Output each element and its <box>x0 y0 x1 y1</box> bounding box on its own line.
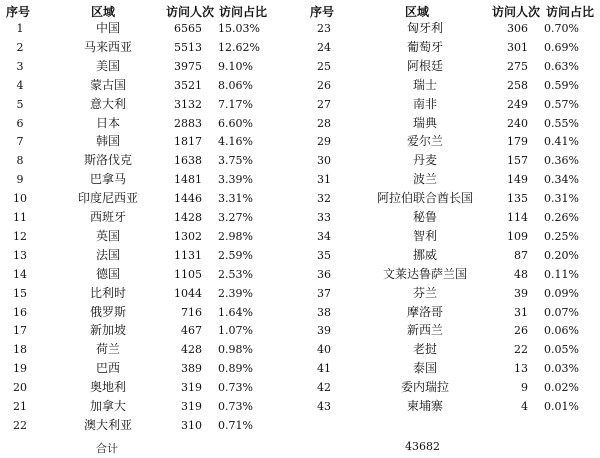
table-row <box>0 397 600 417</box>
table-row <box>0 57 600 77</box>
row-region: 瑞典 <box>412 115 437 130</box>
table-row <box>0 95 600 115</box>
row-visits: 319 <box>181 381 202 395</box>
row-visits: 48 <box>514 267 528 281</box>
row-share: 2.59% <box>218 248 253 262</box>
row-share: 0.07% <box>544 305 579 319</box>
row-region: 加拿大 <box>89 399 126 413</box>
row-share: 0.11% <box>544 267 579 281</box>
header-visits-right: 访问人次 <box>492 5 541 19</box>
table-row <box>0 189 600 209</box>
header-region-right: 区域 <box>405 5 430 19</box>
row-visits: 240 <box>507 116 528 130</box>
row-region: 巴西 <box>95 361 120 376</box>
row-region: 柬埔寨 <box>406 399 443 413</box>
row-visits: 258 <box>507 78 528 92</box>
row-region: 德国 <box>95 266 120 281</box>
row-region: 斯洛伐克 <box>83 153 132 168</box>
row-index: 5 <box>16 97 24 111</box>
row-share: 0.59% <box>544 78 579 92</box>
row-region: 澳大利亚 <box>83 417 132 432</box>
row-region: 摩洛哥 <box>406 304 443 319</box>
row-visits: 428 <box>181 343 202 357</box>
row-visits: 3132 <box>174 97 202 111</box>
header-visits-left: 访问人次 <box>166 5 215 19</box>
row-region: 南非 <box>412 96 437 111</box>
row-region: 俄罗斯 <box>89 304 126 319</box>
row-visits: 2883 <box>174 116 202 130</box>
row-share: 0.31% <box>544 192 579 206</box>
row-share: 0.73% <box>218 381 253 395</box>
row-visits: 301 <box>507 40 528 54</box>
row-index: 41 <box>317 362 331 376</box>
table-row <box>0 208 600 228</box>
row-share: 3.75% <box>218 154 253 168</box>
row-index: 40 <box>317 343 331 357</box>
row-region: 挪威 <box>412 247 437 262</box>
table-row <box>0 114 600 134</box>
row-share: 0.57% <box>544 97 579 111</box>
row-region: 秘鲁 <box>412 210 437 224</box>
row-share: 0.02% <box>544 381 579 395</box>
row-visits: 6565 <box>174 22 202 35</box>
row-share: 15.03% <box>218 22 260 35</box>
row-index: 6 <box>16 116 24 130</box>
row-index: 22 <box>13 418 27 432</box>
row-region: 波兰 <box>412 172 437 187</box>
header-share-right: 访问占比 <box>546 5 595 19</box>
table-row <box>0 359 600 379</box>
row-index: 23 <box>317 22 331 35</box>
table-row <box>0 170 600 190</box>
row-visits: 149 <box>507 173 528 187</box>
row-region: 智利 <box>412 228 437 243</box>
row-region: 比利时 <box>89 285 126 300</box>
table-row <box>0 321 600 341</box>
row-region: 新西兰 <box>406 323 443 338</box>
row-visits: 1428 <box>174 211 202 224</box>
header-index-right: 序号 <box>310 5 335 19</box>
row-visits: 1302 <box>174 229 202 243</box>
row-visits: 716 <box>181 305 202 319</box>
row-visits: 275 <box>507 59 528 73</box>
table-row <box>0 76 600 96</box>
row-index: 13 <box>13 248 27 262</box>
row-share: 0.70% <box>544 22 579 35</box>
row-share: 1.64% <box>218 305 253 319</box>
row-region: 阿根廷 <box>406 58 443 73</box>
table-row <box>0 378 600 398</box>
row-share: 2.53% <box>218 267 253 281</box>
row-visits: 135 <box>507 192 528 206</box>
row-visits: 157 <box>507 154 528 168</box>
row-region: 芬兰 <box>412 285 437 300</box>
row-share: 0.73% <box>218 400 253 413</box>
row-index: 37 <box>317 286 331 300</box>
row-visits: 26 <box>514 324 528 338</box>
table-row <box>0 416 600 436</box>
row-visits: 4 <box>521 400 528 413</box>
row-index: 14 <box>13 267 27 281</box>
table-row <box>0 340 600 360</box>
row-region: 委内瑞拉 <box>400 380 449 395</box>
row-share: 0.69% <box>544 40 579 54</box>
row-index: 16 <box>13 305 27 319</box>
row-visits: 39 <box>514 286 528 300</box>
row-index: 28 <box>317 116 331 130</box>
row-region: 马来西亚 <box>83 39 132 54</box>
row-region: 泰国 <box>412 361 437 376</box>
row-region: 印度尼西亚 <box>77 191 138 206</box>
row-region: 葡萄牙 <box>406 39 443 54</box>
row-visits: 179 <box>507 135 528 149</box>
row-region: 蒙古国 <box>89 77 126 92</box>
row-visits: 249 <box>507 97 528 111</box>
row-share: 0.25% <box>544 229 579 243</box>
row-index: 36 <box>317 267 331 281</box>
row-share: 3.31% <box>218 192 253 206</box>
row-region: 巴拿马 <box>89 172 126 187</box>
table-row <box>0 38 600 58</box>
row-region: 新加坡 <box>89 323 126 338</box>
table-row <box>0 284 600 304</box>
row-index: 30 <box>317 154 331 168</box>
row-visits: 1131 <box>174 248 202 262</box>
row-share: 2.98% <box>218 229 253 243</box>
row-share: 0.89% <box>218 362 253 376</box>
total-value: 43682 <box>405 440 440 453</box>
row-visits: 3521 <box>174 78 202 92</box>
row-share: 0.03% <box>544 362 579 376</box>
row-index: 42 <box>317 381 331 395</box>
row-share: 0.01% <box>544 400 579 413</box>
row-share: 0.36% <box>544 154 579 168</box>
row-visits: 3975 <box>174 59 202 73</box>
table-row <box>0 132 600 152</box>
row-index: 2 <box>16 40 24 54</box>
row-region: 中国 <box>95 21 120 35</box>
row-visits: 87 <box>514 248 528 262</box>
row-share: 3.39% <box>218 173 253 187</box>
row-share: 0.05% <box>544 343 579 357</box>
row-share: 0.26% <box>544 211 579 224</box>
row-region: 英国 <box>95 228 120 243</box>
row-region: 美国 <box>95 58 120 73</box>
row-share: 6.60% <box>218 116 253 130</box>
row-visits: 109 <box>507 229 528 243</box>
row-visits: 1481 <box>174 173 202 187</box>
row-index: 11 <box>13 211 27 224</box>
row-region: 荷兰 <box>95 342 120 357</box>
row-share: 8.06% <box>218 78 253 92</box>
row-share: 0.98% <box>218 343 253 357</box>
row-index: 19 <box>13 362 27 376</box>
table-row <box>0 19 600 39</box>
row-share: 3.27% <box>218 211 253 224</box>
row-index: 43 <box>317 400 331 413</box>
row-index: 8 <box>16 154 24 168</box>
row-region: 阿拉伯联合酋长国 <box>376 191 473 206</box>
row-visits: 114 <box>507 211 528 224</box>
row-region: 文莱达鲁萨兰国 <box>382 266 467 281</box>
row-index: 39 <box>317 324 331 338</box>
row-share: 4.16% <box>218 135 253 149</box>
row-index: 26 <box>317 78 331 92</box>
row-region: 韩国 <box>95 134 120 149</box>
row-share: 0.09% <box>544 286 579 300</box>
row-index: 20 <box>13 381 27 395</box>
header-share-left: 访问占比 <box>219 5 268 19</box>
row-region: 老挝 <box>412 342 437 357</box>
row-region: 西班牙 <box>89 210 126 224</box>
row-index: 32 <box>317 192 331 206</box>
row-visits: 1638 <box>174 154 202 168</box>
row-index: 10 <box>13 192 27 206</box>
row-visits: 310 <box>181 418 202 432</box>
row-visits: 13 <box>514 362 528 376</box>
row-index: 1 <box>16 22 24 35</box>
header-region-left: 区域 <box>91 5 116 19</box>
row-region: 奥地利 <box>89 380 126 395</box>
row-visits: 1044 <box>174 286 202 300</box>
row-visits: 467 <box>181 324 202 338</box>
row-share: 0.71% <box>218 418 253 432</box>
header-index-left: 序号 <box>6 5 31 19</box>
table-row <box>0 265 600 285</box>
row-index: 27 <box>317 97 331 111</box>
row-index: 21 <box>13 400 27 413</box>
row-share: 0.34% <box>544 173 579 187</box>
row-index: 4 <box>16 78 24 92</box>
row-share: 0.20% <box>544 248 579 262</box>
row-index: 38 <box>317 305 331 319</box>
row-share: 7.17% <box>218 97 253 111</box>
row-share: 0.55% <box>544 116 579 130</box>
row-index: 29 <box>317 135 331 149</box>
row-region: 瑞士 <box>412 77 437 92</box>
row-share: 9.10% <box>218 59 253 73</box>
row-index: 33 <box>317 211 331 224</box>
row-index: 15 <box>13 286 27 300</box>
row-index: 7 <box>16 135 24 149</box>
row-index: 12 <box>13 229 27 243</box>
row-index: 34 <box>317 229 331 243</box>
row-share: 2.39% <box>218 286 253 300</box>
row-visits: 1817 <box>174 135 202 149</box>
row-index: 31 <box>317 173 331 187</box>
row-region: 爱尔兰 <box>406 134 443 149</box>
row-index: 18 <box>13 343 27 357</box>
row-region: 法国 <box>95 247 120 262</box>
row-visits: 389 <box>181 362 202 376</box>
row-share: 0.06% <box>544 324 579 338</box>
row-visits: 1446 <box>174 192 202 206</box>
row-region: 日本 <box>95 115 120 130</box>
table-row <box>0 303 600 323</box>
row-index: 24 <box>317 40 331 54</box>
row-index: 9 <box>16 173 24 187</box>
row-visits: 22 <box>514 343 528 357</box>
row-share: 12.62% <box>218 40 260 54</box>
row-visits: 31 <box>514 305 528 319</box>
row-index: 17 <box>13 324 27 338</box>
row-share: 0.41% <box>544 135 579 149</box>
row-visits: 319 <box>181 400 202 413</box>
row-visits: 5513 <box>174 40 202 54</box>
row-visits: 1105 <box>174 267 202 281</box>
table-row <box>0 227 600 247</box>
row-region: 意大利 <box>89 96 126 111</box>
row-index: 35 <box>317 248 331 262</box>
row-visits: 306 <box>507 22 528 35</box>
row-share: 1.07% <box>218 324 253 338</box>
row-region: 丹麦 <box>412 153 437 168</box>
table-row <box>0 151 600 171</box>
total-label: 合计 <box>96 442 118 455</box>
row-region: 匈牙利 <box>406 21 443 35</box>
row-index: 3 <box>16 59 24 73</box>
row-share: 0.63% <box>544 59 579 73</box>
row-index: 25 <box>317 59 331 73</box>
row-visits: 9 <box>521 381 528 395</box>
table-row <box>0 246 600 266</box>
